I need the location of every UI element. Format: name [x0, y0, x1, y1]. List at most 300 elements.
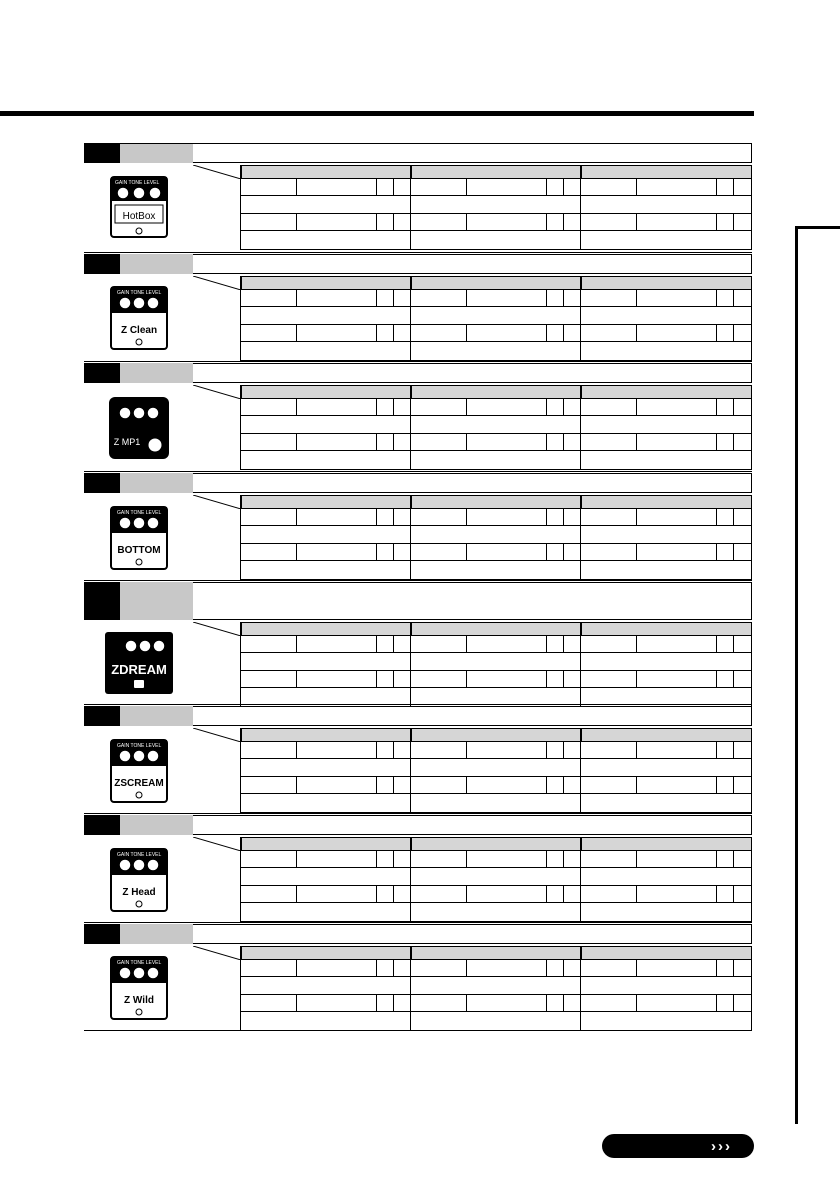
- setting-cell: [467, 179, 547, 196]
- section-description-box: [193, 924, 752, 944]
- zscream-pedal-icon: [109, 738, 169, 804]
- setting-cell: [394, 179, 411, 196]
- setting-cell: [377, 544, 394, 561]
- setting-cell: [564, 325, 581, 342]
- triple-chevron-right-icon: ›››: [711, 1137, 732, 1155]
- setting-cell: [394, 777, 411, 794]
- setting-cell: [564, 671, 581, 688]
- effect-section-1: [84, 143, 752, 252]
- setting-cell: [734, 886, 752, 903]
- setting-cell-wide: [241, 561, 411, 580]
- setting-cell: [581, 777, 637, 794]
- svg-text:GAIN TONE LEVEL: GAIN TONE LEVEL: [116, 290, 161, 296]
- setting-cell: [717, 290, 734, 307]
- grid-cells: [241, 851, 752, 922]
- setting-cell: [394, 544, 411, 561]
- section-description-box: [193, 254, 752, 274]
- column-header-1: [241, 946, 411, 960]
- setting-cell: [581, 325, 637, 342]
- setting-cell: [581, 851, 637, 868]
- setting-cell: [734, 777, 752, 794]
- zhead-pedal-icon: [109, 847, 169, 913]
- setting-cell: [467, 399, 547, 416]
- svg-text:GAIN TONE LEVEL: GAIN TONE LEVEL: [114, 179, 159, 186]
- setting-cell-wide: [411, 307, 581, 325]
- pedal-image: [84, 276, 193, 360]
- section-number-box: [84, 363, 120, 383]
- setting-cell-wide: [581, 561, 752, 580]
- grid-corner: [193, 495, 241, 509]
- setting-cell: [717, 434, 734, 451]
- section-number-box: [84, 254, 120, 274]
- setting-cell: [241, 960, 297, 977]
- setting-cell: [547, 290, 564, 307]
- setting-cell: [734, 671, 752, 688]
- setting-cell: [411, 960, 467, 977]
- pedal-brand: Z MP1: [113, 437, 140, 447]
- section-number-box: [84, 582, 120, 620]
- setting-cell: [717, 325, 734, 342]
- side-index-tab: [795, 226, 840, 1124]
- setting-cell: [297, 325, 377, 342]
- setting-cell: [297, 214, 377, 231]
- section-name-box: [120, 143, 193, 163]
- settings-grid: [193, 946, 752, 1031]
- setting-cell-wide: [411, 868, 581, 886]
- effect-section-7: [84, 815, 752, 922]
- setting-cell: [564, 434, 581, 451]
- section-divider: [84, 471, 752, 472]
- setting-cell: [734, 851, 752, 868]
- setting-cell: [637, 851, 717, 868]
- row-label-2: [193, 434, 241, 470]
- setting-cell: [411, 671, 467, 688]
- bottom-pedal-icon: [109, 505, 169, 571]
- setting-cell-wide: [241, 868, 411, 886]
- setting-cell: [717, 886, 734, 903]
- settings-grid: [193, 837, 752, 922]
- setting-cell: [297, 777, 377, 794]
- zwild-pedal-icon: [109, 955, 169, 1021]
- setting-cell-wide: [411, 653, 581, 671]
- effect-section-6: [84, 706, 752, 813]
- setting-cell-wide: [581, 196, 752, 214]
- section-divider: [84, 922, 752, 923]
- setting-cell: [297, 290, 377, 307]
- setting-cell-wide: [581, 794, 752, 813]
- column-header-1: [241, 495, 411, 509]
- grid-corner: [193, 385, 241, 399]
- setting-cell: [717, 179, 734, 196]
- setting-cell: [564, 179, 581, 196]
- setting-cell: [394, 325, 411, 342]
- setting-cell: [734, 399, 752, 416]
- setting-cell: [637, 290, 717, 307]
- setting-cell: [717, 671, 734, 688]
- setting-cell: [377, 742, 394, 759]
- setting-cell: [241, 509, 297, 526]
- row-label-1: [193, 509, 241, 544]
- setting-cell-wide: [241, 196, 411, 214]
- setting-cell-wide: [581, 451, 752, 470]
- setting-cell: [394, 995, 411, 1012]
- setting-cell: [411, 636, 467, 653]
- setting-cell: [297, 742, 377, 759]
- setting-cell: [637, 325, 717, 342]
- setting-cell: [241, 671, 297, 688]
- effect-section-2: [84, 254, 752, 360]
- setting-cell: [377, 995, 394, 1012]
- setting-cell: [467, 777, 547, 794]
- setting-cell: [581, 509, 637, 526]
- setting-cell: [377, 509, 394, 526]
- setting-cell: [467, 290, 547, 307]
- setting-cell: [637, 995, 717, 1012]
- section-name-box: [120, 706, 193, 726]
- setting-cell: [297, 636, 377, 653]
- row-label-2: [193, 544, 241, 580]
- setting-cell-wide: [581, 231, 752, 250]
- section-divider: [84, 580, 752, 581]
- setting-cell-wide: [581, 307, 752, 325]
- section-number-box: [84, 473, 120, 493]
- row-label-1: [193, 742, 241, 777]
- setting-cell: [581, 995, 637, 1012]
- row-label-2: [193, 995, 241, 1031]
- setting-cell: [581, 886, 637, 903]
- row-label-1: [193, 636, 241, 671]
- pedal-image: [84, 495, 193, 580]
- setting-cell-wide: [411, 977, 581, 995]
- section-header: [84, 815, 752, 835]
- grid-cells: [241, 636, 752, 707]
- section-description-box: [193, 143, 752, 163]
- setting-cell: [394, 742, 411, 759]
- setting-cell: [467, 886, 547, 903]
- row-label-2: [193, 886, 241, 922]
- setting-cell-wide: [581, 1012, 752, 1031]
- setting-cell: [547, 886, 564, 903]
- setting-cell-wide: [581, 416, 752, 434]
- setting-cell-wide: [581, 977, 752, 995]
- column-header-3: [581, 495, 752, 509]
- setting-cell: [241, 777, 297, 794]
- section-divider: [84, 1030, 752, 1031]
- setting-cell: [411, 995, 467, 1012]
- section-name-box: [120, 924, 193, 944]
- zmp1-pedal-icon: [107, 395, 171, 461]
- section-name-box: [120, 363, 193, 383]
- setting-cell: [734, 290, 752, 307]
- next-page-button[interactable]: [602, 1134, 754, 1158]
- setting-cell: [734, 214, 752, 231]
- row-label-1: [193, 851, 241, 886]
- setting-cell: [467, 960, 547, 977]
- setting-cell: [241, 179, 297, 196]
- pedal-image: [84, 622, 193, 704]
- column-header-2: [411, 728, 581, 742]
- setting-cell-wide: [241, 307, 411, 325]
- section-number-box: [84, 143, 120, 163]
- settings-grid: [193, 385, 752, 470]
- section-header: [84, 582, 752, 620]
- setting-cell: [377, 960, 394, 977]
- setting-cell-wide: [411, 196, 581, 214]
- grid-cells: [241, 509, 752, 580]
- setting-cell: [564, 636, 581, 653]
- setting-cell-wide: [411, 451, 581, 470]
- row-label-2: [193, 777, 241, 813]
- setting-cell: [377, 214, 394, 231]
- section-name-box: [120, 582, 193, 620]
- section-header: [84, 363, 752, 383]
- setting-cell: [377, 886, 394, 903]
- setting-cell: [394, 886, 411, 903]
- setting-cell: [411, 886, 467, 903]
- section-number-box: [84, 706, 120, 726]
- setting-cell: [394, 214, 411, 231]
- grid-corner: [193, 276, 241, 290]
- setting-cell: [564, 399, 581, 416]
- pedal-brand: Z Head: [121, 886, 156, 898]
- setting-cell: [734, 544, 752, 561]
- column-header-1: [241, 165, 411, 179]
- setting-cell: [297, 886, 377, 903]
- pedal-brand: ZDREAM: [110, 662, 167, 677]
- setting-cell: [734, 636, 752, 653]
- setting-cell: [411, 434, 467, 451]
- pedal-image: [84, 946, 193, 1030]
- setting-cell: [241, 325, 297, 342]
- setting-cell: [637, 214, 717, 231]
- setting-cell-wide: [241, 977, 411, 995]
- section-number-box: [84, 924, 120, 944]
- setting-cell: [547, 995, 564, 1012]
- section-divider: [84, 361, 752, 362]
- grid-corner: [193, 165, 241, 179]
- setting-cell: [467, 434, 547, 451]
- setting-cell: [564, 886, 581, 903]
- setting-cell: [581, 960, 637, 977]
- setting-cell-wide: [581, 759, 752, 777]
- setting-cell: [717, 399, 734, 416]
- setting-cell: [564, 509, 581, 526]
- setting-cell: [564, 777, 581, 794]
- setting-cell: [581, 742, 637, 759]
- setting-cell: [241, 886, 297, 903]
- column-header-1: [241, 385, 411, 399]
- row-label-1: [193, 290, 241, 325]
- column-header-1: [241, 622, 411, 636]
- setting-cell: [637, 671, 717, 688]
- setting-cell: [241, 851, 297, 868]
- column-header-2: [411, 837, 581, 851]
- setting-cell: [734, 742, 752, 759]
- section-header: [84, 143, 752, 163]
- svg-text:GAIN TONE LEVEL: GAIN TONE LEVEL: [116, 851, 161, 858]
- svg-text:GAIN TONE LEVEL: GAIN TONE LEVEL: [116, 742, 161, 749]
- setting-cell: [734, 325, 752, 342]
- settings-grid: [193, 495, 752, 580]
- setting-cell: [637, 636, 717, 653]
- setting-cell: [297, 399, 377, 416]
- setting-cell: [581, 671, 637, 688]
- setting-cell: [411, 325, 467, 342]
- setting-cell: [297, 995, 377, 1012]
- setting-cell-wide: [241, 903, 411, 922]
- setting-cell: [377, 671, 394, 688]
- grid-cells: [241, 742, 752, 813]
- setting-cell: [547, 325, 564, 342]
- setting-cell: [581, 179, 637, 196]
- setting-cell: [394, 434, 411, 451]
- setting-cell: [547, 742, 564, 759]
- setting-cell: [411, 851, 467, 868]
- grid-corner: [193, 728, 241, 742]
- setting-cell: [564, 960, 581, 977]
- setting-cell: [581, 636, 637, 653]
- setting-cell-wide: [581, 868, 752, 886]
- setting-cell: [717, 960, 734, 977]
- setting-cell: [547, 179, 564, 196]
- setting-cell: [241, 399, 297, 416]
- setting-cell: [411, 214, 467, 231]
- setting-cell: [637, 179, 717, 196]
- grid-cells: [241, 399, 752, 470]
- column-header-3: [581, 837, 752, 851]
- column-header-3: [581, 165, 752, 179]
- settings-grid: [193, 728, 752, 813]
- setting-cell: [377, 434, 394, 451]
- setting-cell-wide: [581, 903, 752, 922]
- setting-cell: [411, 544, 467, 561]
- setting-cell: [637, 399, 717, 416]
- setting-cell-wide: [411, 759, 581, 777]
- column-header-2: [411, 276, 581, 290]
- setting-cell: [297, 851, 377, 868]
- setting-cell: [564, 290, 581, 307]
- setting-cell-wide: [241, 451, 411, 470]
- section-description-box: [193, 363, 752, 383]
- setting-cell: [411, 509, 467, 526]
- setting-cell: [564, 214, 581, 231]
- section-name-box: [120, 254, 193, 274]
- setting-cell: [467, 742, 547, 759]
- settings-grid: [193, 622, 752, 707]
- row-label-2: [193, 325, 241, 361]
- setting-cell-wide: [241, 526, 411, 544]
- setting-cell: [241, 742, 297, 759]
- setting-cell: [377, 636, 394, 653]
- setting-cell: [581, 290, 637, 307]
- setting-cell: [394, 636, 411, 653]
- effect-section-8: [84, 924, 752, 1030]
- settings-grid: [193, 276, 752, 361]
- section-header: [84, 924, 752, 944]
- setting-cell: [547, 214, 564, 231]
- setting-cell: [377, 851, 394, 868]
- section-description-box: [193, 473, 752, 493]
- setting-cell-wide: [411, 1012, 581, 1031]
- setting-cell: [241, 995, 297, 1012]
- effect-section-3: [84, 363, 752, 471]
- section-divider: [84, 252, 752, 253]
- setting-cell: [637, 777, 717, 794]
- setting-cell-wide: [241, 231, 411, 250]
- setting-cell-wide: [411, 794, 581, 813]
- column-header-3: [581, 276, 752, 290]
- setting-cell: [581, 214, 637, 231]
- svg-text:GAIN TONE LEVEL: GAIN TONE LEVEL: [116, 509, 161, 516]
- setting-cell: [297, 509, 377, 526]
- section-description-box: [193, 706, 752, 726]
- setting-cell: [734, 434, 752, 451]
- setting-cell: [241, 544, 297, 561]
- effect-section-5: [84, 582, 752, 704]
- setting-cell: [394, 290, 411, 307]
- setting-cell: [717, 851, 734, 868]
- column-header-2: [411, 495, 581, 509]
- setting-cell: [637, 544, 717, 561]
- setting-cell: [564, 851, 581, 868]
- setting-cell-wide: [581, 526, 752, 544]
- row-label-1: [193, 960, 241, 995]
- pedal-brand: HotBox: [122, 210, 155, 222]
- pedal-image: [84, 837, 193, 922]
- setting-cell: [411, 290, 467, 307]
- column-header-2: [411, 622, 581, 636]
- setting-cell: [547, 777, 564, 794]
- setting-cell: [547, 434, 564, 451]
- section-header: [84, 473, 752, 493]
- setting-cell: [547, 636, 564, 653]
- row-label-2: [193, 214, 241, 250]
- zdream-pedal-icon: [101, 628, 177, 698]
- setting-cell: [377, 325, 394, 342]
- section-name-box: [120, 815, 193, 835]
- setting-cell: [637, 434, 717, 451]
- setting-cell: [297, 544, 377, 561]
- column-header-1: [241, 276, 411, 290]
- grid-cells: [241, 179, 752, 250]
- setting-cell: [547, 851, 564, 868]
- setting-cell: [467, 509, 547, 526]
- setting-cell: [297, 960, 377, 977]
- effect-section-4: [84, 473, 752, 580]
- column-header-1: [241, 728, 411, 742]
- setting-cell: [297, 671, 377, 688]
- column-header-2: [411, 165, 581, 179]
- setting-cell: [467, 851, 547, 868]
- setting-cell-wide: [411, 526, 581, 544]
- column-header-2: [411, 385, 581, 399]
- setting-cell: [411, 179, 467, 196]
- setting-cell: [717, 214, 734, 231]
- pedal-brand: BOTTOM: [116, 544, 161, 556]
- setting-cell: [377, 777, 394, 794]
- pedal-brand: Z Wild: [123, 995, 154, 1006]
- grid-corner: [193, 837, 241, 851]
- setting-cell: [394, 960, 411, 977]
- setting-cell: [717, 636, 734, 653]
- setting-cell: [547, 671, 564, 688]
- setting-cell: [394, 509, 411, 526]
- setting-cell: [377, 290, 394, 307]
- setting-cell: [377, 179, 394, 196]
- setting-cell: [394, 851, 411, 868]
- column-header-3: [581, 946, 752, 960]
- setting-cell-wide: [411, 903, 581, 922]
